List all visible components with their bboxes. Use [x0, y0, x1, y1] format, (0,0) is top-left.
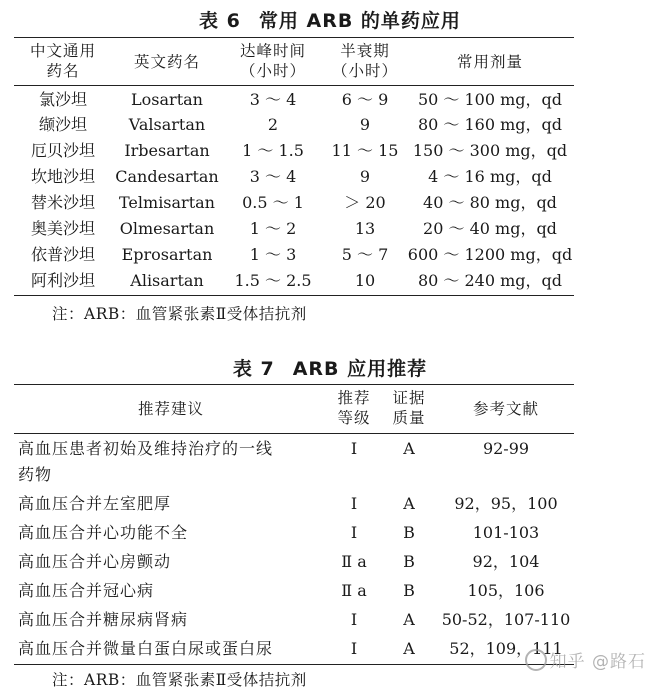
cn-drug-name: 坎地沙坦 — [30, 167, 95, 186]
table7-caption-number: 表 7 — [232, 358, 275, 380]
table7-header-grade: 推荐 — [337, 389, 371, 407]
table7-header-recommendation: 推荐建议 — [14, 385, 328, 434]
table7-caption — [0, 354, 660, 381]
tmax-value: 1 ～ 2 — [249, 219, 297, 238]
grade-value: Ⅰ — [350, 494, 358, 513]
table6-header-half-life: 半衰期 — [340, 42, 390, 60]
zhihu-watermark — [525, 647, 646, 672]
table6-caption-number: 表 6 — [199, 10, 241, 32]
quality-value: A — [403, 639, 415, 659]
reference-value: 105，106 — [467, 581, 545, 600]
tmax-value: 3 ～ 4 — [249, 90, 297, 109]
table-row — [14, 577, 574, 606]
table6-footnote: 注：ARB：血管紧张素Ⅱ受体拮抗剂 — [52, 305, 307, 323]
reference-value: 50-52，107-110 — [441, 610, 571, 629]
watermark-text: 知乎 @路石 — [549, 652, 646, 672]
en-drug-name: Losartan — [131, 90, 203, 109]
recommendation-text: 高血压合并心房颤动 — [18, 552, 172, 571]
table6-caption — [0, 6, 660, 33]
half-life-value: 10 — [354, 271, 376, 291]
dose-value: 50 ～ 100 mg，qd — [417, 90, 563, 109]
cn-drug-name: 依普沙坦 — [30, 245, 95, 264]
half-life-value: ＞ 20 — [344, 193, 386, 212]
quality-value: B — [403, 581, 415, 600]
grade-value: Ⅱ a — [341, 581, 367, 600]
cn-drug-name: 厄贝沙坦 — [30, 141, 95, 160]
dose-value: 40 ～ 80 mg，qd — [423, 193, 557, 212]
table-row — [14, 606, 574, 635]
dose-value: 20 ～ 40 mg，qd — [423, 219, 557, 238]
recommendation-text: 高血压合并冠心病 — [18, 581, 155, 600]
table-row — [14, 112, 574, 138]
cn-drug-name: 奥美沙坦 — [30, 219, 95, 238]
table-row — [14, 635, 574, 665]
dose-value: 80 ～ 160 mg，qd — [417, 115, 563, 134]
table-row — [14, 268, 574, 295]
tmax-value: 0.5 ～ 1 — [242, 193, 304, 212]
table6-header-row-1 — [14, 38, 574, 62]
en-drug-name: Eprosartan — [121, 245, 213, 264]
en-drug-name: Irbesartan — [124, 141, 210, 160]
half-life-value: 13 — [354, 219, 376, 238]
recommendation-line-1: 高血压患者初始及维持治疗的一线 — [18, 438, 274, 458]
half-life-value: 9 — [359, 115, 371, 134]
tmax-value: 3 ～ 4 — [249, 167, 297, 186]
table6-header-tmax: 达峰时间 — [239, 42, 306, 60]
recommendation-text: 高血压合并心功能不全 — [18, 523, 189, 542]
grade-value: Ⅱ a — [341, 552, 367, 571]
dose-value: 600 ～ 1200 mg，qd — [407, 245, 573, 264]
grade-value: Ⅰ — [350, 639, 358, 659]
quality-value: A — [403, 494, 415, 513]
table-row — [14, 216, 574, 242]
quality-value: A — [403, 610, 415, 629]
reference-value: 52，109，111 — [449, 639, 563, 659]
tmax-value: 1.5 ～ 2.5 — [234, 271, 312, 291]
en-drug-name: Olmesartan — [119, 219, 215, 238]
table6-caption-title: 常用 ARB 的单药应用 — [258, 10, 461, 32]
table7-header-quality-line2: 质量 — [380, 408, 438, 434]
cn-drug-name: 缬沙坦 — [38, 115, 87, 134]
en-drug-name: Valsartan — [128, 115, 206, 134]
quality-value: B — [403, 523, 415, 542]
table6-header-half-life-unit: （小时） — [324, 61, 406, 86]
en-drug-name: Telmisartan — [119, 193, 215, 212]
half-life-value: 9 — [359, 167, 371, 186]
table6 — [14, 37, 574, 296]
tmax-value: 1 ～ 1.5 — [242, 141, 304, 160]
grade-value: Ⅰ — [350, 439, 358, 458]
cn-drug-name: 氯沙坦 — [38, 90, 87, 109]
table7-header-quality: 证据 — [392, 389, 426, 407]
quality-value: B — [403, 552, 415, 571]
table7-caption-title: ARB 应用推荐 — [292, 358, 428, 380]
table6-header-tmax-unit: （小时） — [222, 61, 324, 86]
dose-value: 4 ～ 16 mg，qd — [428, 167, 552, 186]
half-life-value: 11 ～ 15 — [331, 141, 399, 160]
table-row — [14, 138, 574, 164]
table6-header-en-name: 英文药名 — [112, 38, 222, 86]
recommendation-text: 高血压合并微量白蛋白尿或蛋白尿 — [18, 639, 274, 659]
table6-header-cn-name: 中文通用 — [29, 42, 96, 60]
recommendation-text: 高血压合并左室肥厚 — [18, 494, 172, 513]
recommendation-line-2: 药物 — [18, 464, 53, 484]
table7-header-reference: 参考文献 — [438, 385, 574, 434]
cn-drug-name: 替米沙坦 — [30, 193, 95, 212]
en-drug-name: Candesartan — [115, 167, 219, 186]
reference-value: 92，95，100 — [454, 494, 558, 513]
reference-value: 101-103 — [472, 523, 540, 542]
table-row — [14, 190, 574, 216]
table-row — [14, 548, 574, 577]
table7 — [14, 384, 574, 665]
table-row — [14, 86, 574, 113]
half-life-value: 5 ～ 7 — [341, 245, 389, 264]
reference-value: 92-99 — [482, 439, 530, 458]
dose-value: 150 ～ 300 mg，qd — [412, 141, 568, 160]
table-row — [14, 519, 574, 548]
dose-value: 80 ～ 240 mg，qd — [417, 271, 563, 291]
recommendation-text — [14, 434, 328, 490]
recommendation-text: 高血压合并糖尿病肾病 — [18, 610, 189, 629]
table6-header-dose: 常用剂量 — [406, 38, 574, 86]
cn-drug-name: 阿利沙坦 — [30, 271, 95, 291]
half-life-value: 6 ～ 9 — [341, 90, 389, 109]
grade-value: Ⅰ — [350, 610, 358, 629]
table-row — [14, 164, 574, 190]
table7-header-row-1 — [14, 385, 574, 409]
tmax-value: 1 ～ 3 — [249, 245, 297, 264]
table-row — [14, 490, 574, 519]
zhihu-logo-icon — [525, 649, 547, 671]
reference-value: 92，104 — [472, 552, 540, 571]
quality-value: A — [403, 439, 415, 458]
tmax-value: 2 — [267, 115, 279, 134]
table6-header-cn-name-line2: 药名 — [14, 61, 112, 86]
table-row — [14, 242, 574, 268]
en-drug-name: Alisartan — [130, 271, 204, 291]
table-row — [14, 434, 574, 490]
table7-footnote: 注：ARB：血管紧张素Ⅱ受体拮抗剂 — [52, 671, 307, 689]
grade-value: Ⅰ — [350, 523, 358, 542]
table7-header-grade-line2: 等级 — [328, 408, 380, 434]
